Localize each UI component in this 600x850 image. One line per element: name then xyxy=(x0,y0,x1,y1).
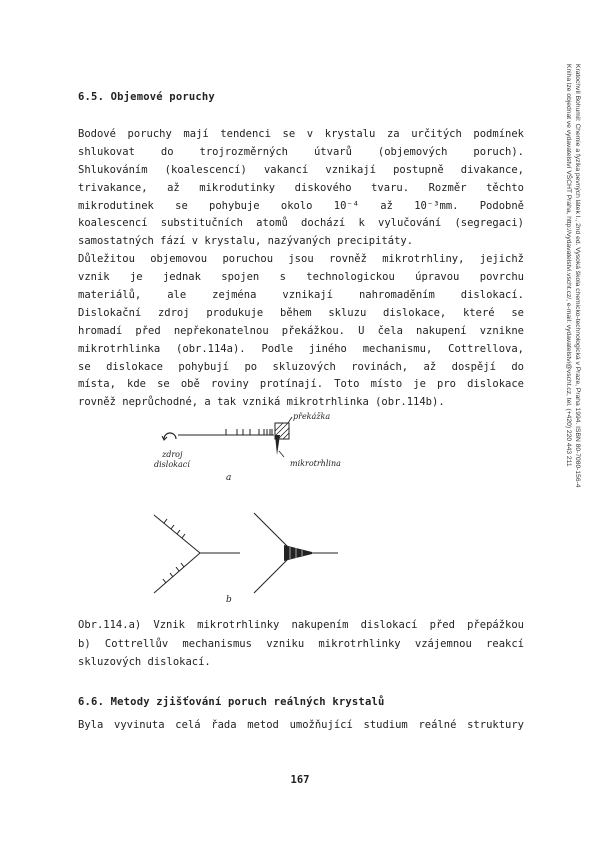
figure-114-drawing xyxy=(140,405,380,605)
caption-line: skluzových dislokací. xyxy=(78,656,211,668)
obstacle-label-leader xyxy=(288,417,292,423)
label-part-a: a xyxy=(226,473,232,483)
text-line: materiálů, ale zejména vznikají nahromaděním dislokací. xyxy=(78,289,524,302)
side-citation-line-1: Kratochvíl Bohumil: Chemie a fyzika pevných látek I., 2nd ed. Vysoká škola chemicko-technologická v Praze, Praha 1994. ISBN 80-7080-156-4 xyxy=(574,64,581,488)
label-source-line-2: dislokací xyxy=(154,460,190,469)
text-line: mikrotrhlinka (obr.114a). Podle jiného mechanismu, Cottrellova, xyxy=(78,342,524,355)
text-line: Dislokační zdroj produkuje během skluzu dislokace, které se xyxy=(78,306,524,319)
section-6-5-paragraph xyxy=(78,126,524,412)
dislocations-left xyxy=(163,519,185,583)
label-obstacle: překážka xyxy=(293,412,331,421)
text-line: mikrodutinek se pohybuje okolo 10⁻⁴ až 10⁻³mm. Podobně xyxy=(78,199,524,212)
text-line: se dislokace pohybují po skluzových rovinách, až dospějí do xyxy=(78,360,524,373)
section-heading-6-5: 6.5. Objemové poruchy xyxy=(78,91,215,103)
micro-crack-wedge xyxy=(275,435,280,455)
slip-plane-lower-left xyxy=(154,553,200,593)
section-heading-6-6: 6.6. Metody zjišťování poruch reálných krystalů xyxy=(78,696,385,708)
text-line: místa, kde se obě roviny protínají. Toto místo je pro dislokace xyxy=(78,378,524,391)
caption-line: b) Cottrellův mechanismus vzniku mikrotrhlinky vzájemnou reakcí xyxy=(78,637,524,650)
text-line: hromadí před nepřekonatelnou překážkou. U čela nakupení vznikne xyxy=(78,324,524,337)
text-line: trivakance, až mikrodutinky diskového tvaru. Rozměr těchto xyxy=(78,181,524,194)
text-line: Byla vyvinuta celá řada metod umožňující studium reálné struktury xyxy=(78,719,524,731)
slip-plane-lower-right xyxy=(254,559,288,593)
text-line: samostatných fází v krystalu, nazývaných precipitáty. xyxy=(78,235,414,248)
text-line: vznik je jednak spojen s technologickou úpravou povrchu xyxy=(78,271,524,284)
cottrell-crack-wedge xyxy=(284,545,312,561)
caption-line: Obr.114.a) Vznik mikrotrhlinky nakupením dislokací před přepážkou xyxy=(78,619,524,631)
slip-plane-upper-right xyxy=(254,513,288,547)
text-line: Shlukováním (koalescencí) vakancí vznikají postupně divakance, xyxy=(78,163,524,176)
figure-114 xyxy=(140,405,380,605)
label-source-line-1: zdroj xyxy=(162,450,183,459)
page-number: 167 xyxy=(290,774,310,786)
label-micro-crack: mikrotrhlina xyxy=(290,459,341,468)
text-line: shlukovat do trojrozměrných útvarů (objemových poruch). xyxy=(78,145,524,158)
section-6-6-paragraph xyxy=(78,717,524,735)
crack-label-leader xyxy=(279,451,284,457)
dislocation-pileup xyxy=(226,429,272,435)
text-line: Důležitou objemovou poruchou jsou rovněž mikrotrhliny, jejichž xyxy=(78,253,524,266)
text-line: Bodové poruchy mají tendenci se v krystalu za určitých podmínek xyxy=(78,128,524,140)
label-part-b: b xyxy=(226,595,232,605)
side-citation-line-2: Kniha lze objednat ve vydavatelství VŠCHT Praha, http://vydavatelstvi.vscht.cz/, e-mail: vydavatelstvi@vscht.cz, tel. (+420) 220 443 211 xyxy=(565,64,572,467)
side-citation-note xyxy=(564,64,582,488)
figure-114-caption xyxy=(78,616,524,672)
text-line: rovněž neprůchodné, a tak vzniká mikrotrhlinka (obr.114b). xyxy=(78,396,445,409)
text-line: koalescencí substitučních atomů dochází k vylučování (segregaci) xyxy=(78,217,524,230)
